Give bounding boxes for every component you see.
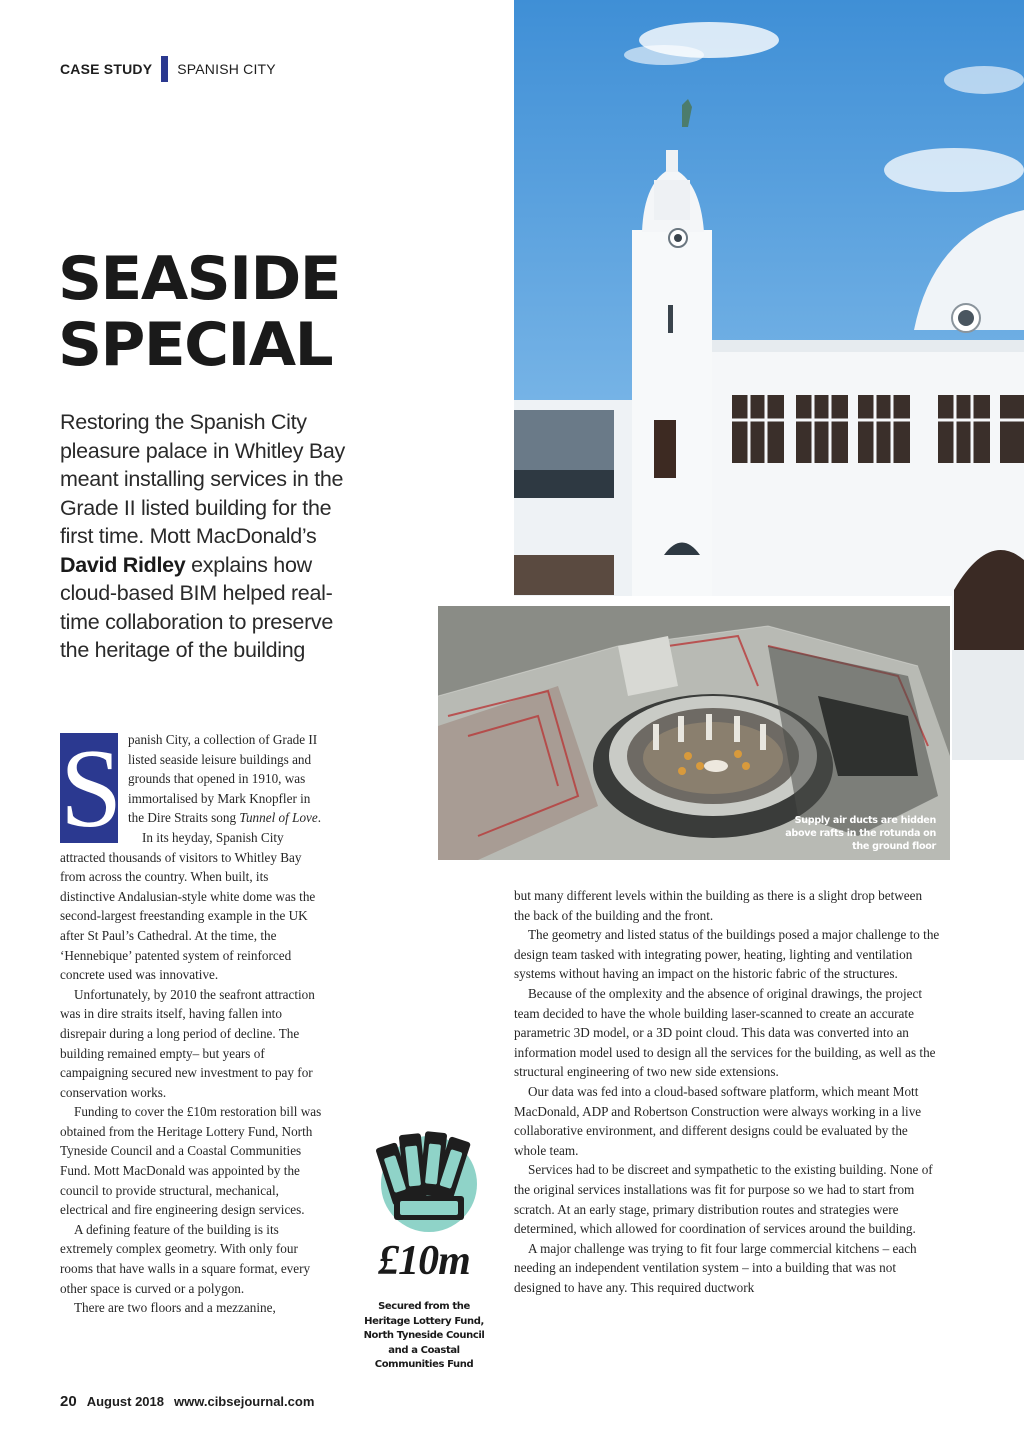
kicker-divider [161,56,168,82]
image-caption: Supply air ducts are hidden above rafts in the rotunda on the ground floor [785,815,936,852]
paragraph: Funding to cover the £10m restoration bill was obtained from the Heritage Lottery Fund, North Tyneside Council and a Coastal Communities Fund. Mott MacDonald was appointed by the council to provide structural, mechanical, electrical and fire engineering design services. [60,1104,322,1218]
paragraph: A major challenge was trying to fit four large commercial kitchens – each needing an independent ventilation system – into a building that was not designed to have any. This required ductwork [514,1240,917,1295]
standfirst [60,408,352,665]
standfirst-text: Restoring the Spanish City pleasure palace in Whitley Bay meant installing services in the Grade II listed building for the first time. Mott MacDonald’s [60,410,345,548]
paragraph: Because of the omplexity and the absence of original drawings, the project team decided to have the whole building laser-scanned to create an accurate parametric 3D model, or a 3D point cloud. This data was converted into an information model used to design all the services for the building, as well as the structural engineering of two new side extensions. [514,985,936,1080]
page-number: 20 [60,1393,77,1410]
paragraph: but many different levels within the building as there is a slight drop between the back of the building and the front. [514,888,923,923]
author-name: David Ridley [60,552,186,577]
article-column-1 [60,727,322,1318]
section-kicker [60,56,276,82]
article-column-2 [514,886,940,1297]
headline-line-2: SPECIAL [58,310,333,380]
headline [58,246,340,378]
paragraph: The geometry and listed status of the buildings posed a major challenge to the design team tasked with integrating power, heating, lighting and ventilation systems without having an impact on the historic fabric of the structures. [514,927,940,982]
funding-figure: £10m [378,1238,470,1284]
section-label: CASE STUDY [60,61,153,77]
website-url: www.cibsejournal.com [174,1394,315,1409]
paragraph: Services had to be discreet and sympathetic to the existing building. None of the original services installations was fit for purpose so we had to start from scratch. At an early stage, primary distribution routes and strategies were determined, which allowed for coordination of services around the building. [514,1162,933,1237]
paragraph: Unfortunately, by 2010 the seafront attraction was in dire straits itself, having fallen into disrepair during a long period of decline. The building remained empty– but years of campaigning secured new investment to pay for conservation works. [60,986,315,1100]
drop-cap: S [60,727,123,851]
issue-date: August 2018 [86,1394,164,1409]
paragraph: There are two floors and a mezzanine, [74,1300,276,1316]
page-footer [60,1393,314,1410]
money-stack-icon [374,1122,484,1234]
paragraph: panish City, a collection of Grade II listed seaside leisure buildings and grounds that opened in 1910, was immortalised by Mark Knopfler in the Dire Straits song Tunnel of Love. [128,732,322,826]
song-title: Tunnel of Love [239,810,318,826]
funding-caption: Secured from the Heritage Lottery Fund, North Tyneside Council and a Coastal Communities Fund [363,1301,485,1370]
headline-line-1: SEASIDE [58,244,340,314]
paragraph: A defining feature of the building is its extremely complex geometry. With only four rooms that have walls in a square format, every other space is curved or a polygon. [60,1221,311,1296]
standfirst-text-end: explains how cloud-based BIM helped real-time collaboration to preserve the heritage of the building [60,552,334,662]
topic-label: SPANISH CITY [177,61,276,77]
paragraph: In its heyday, Spanish City attracted thousands of visitors to Whitley Bay from across the country. When built, its distinctive Andalusian-style white dome was the second-largest freestanding example in the UK after St Paul’s Cathedral. At the time, the ‘Hennebique’ patented system of reinforced concrete used was innovative. [60,829,316,983]
paragraph: Our data was fed into a cloud-based software platform, which meant Mott MacDonald, ADP and Robertson Construction were always working in a live collaborative environment, and different designs could be evaluated by the whole team. [514,1083,922,1158]
